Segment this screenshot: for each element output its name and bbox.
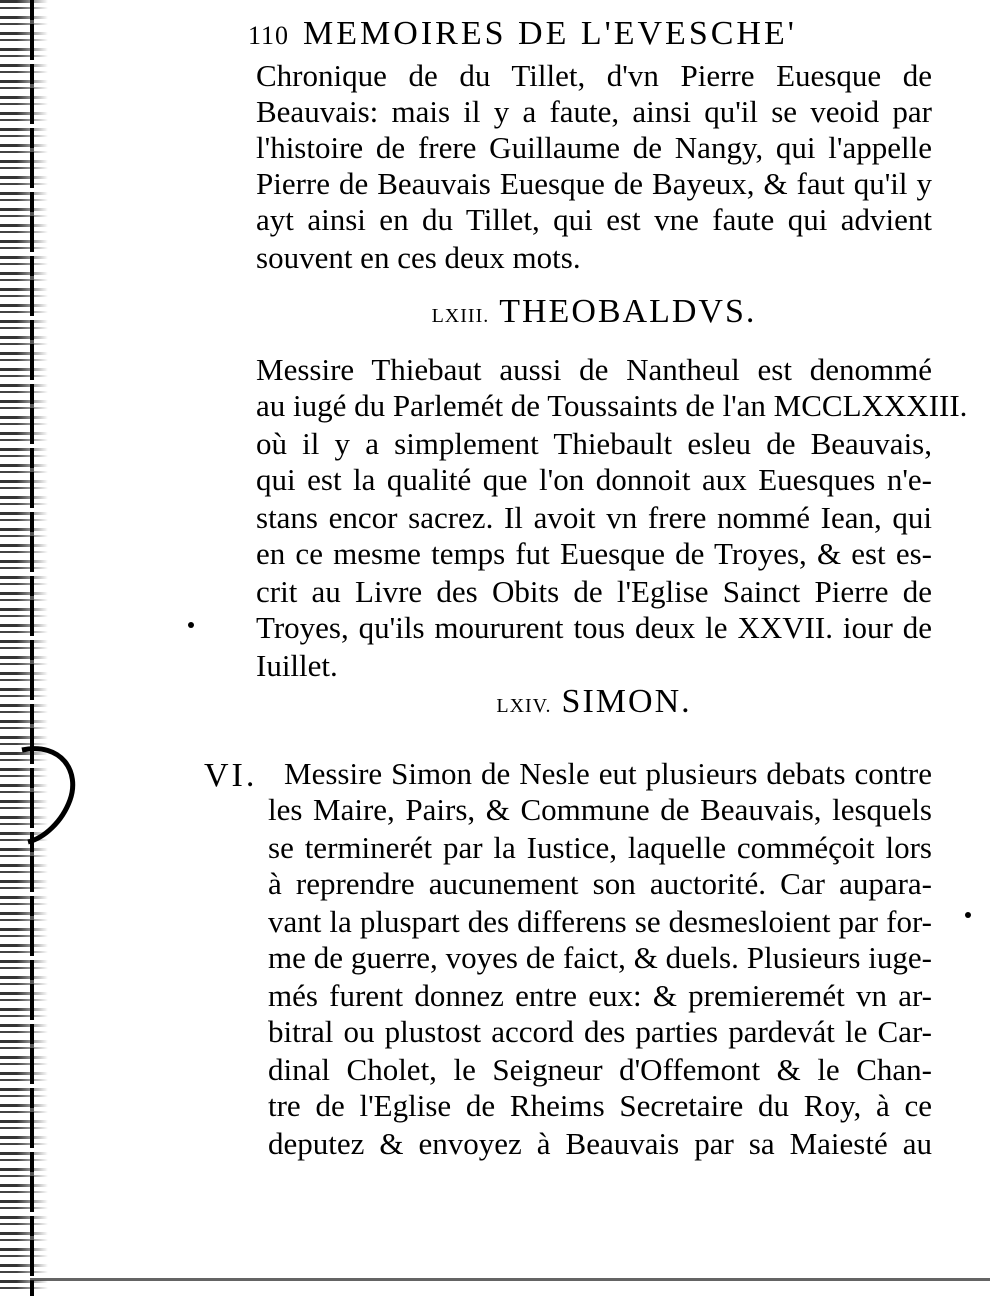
text-line: Beauvais: mais il y a faute, ainsi qu'il se veoid par xyxy=(256,94,932,129)
running-header xyxy=(248,12,940,56)
section-number: LXIII. xyxy=(431,305,490,327)
text-line: crit au Livre des Obits de l'Eglise Sainct Pierre de xyxy=(256,574,932,609)
text-line: Chronique de du Tillet, d'vn Pierre Euesque de xyxy=(256,58,932,93)
text-line: tre de l'Eglise de Rheims Secretaire du Roy, à ce xyxy=(268,1088,932,1123)
text-line: Messire Simon de Nesle eut plusieurs debats contre xyxy=(284,756,932,791)
text-line: au iugé du Parlemét de Toussaints de l'an MCCLXXXIII. xyxy=(256,388,968,423)
page-number: 110 xyxy=(248,21,290,50)
bottom-edge-shadow xyxy=(30,1278,990,1281)
section-name: SIMON. xyxy=(561,683,692,720)
text-line: qui est la qualité que l'on donnoit aux Euesques n'e- xyxy=(256,462,932,497)
text-line: bitral ou plustost accord des parties pardevát le Car- xyxy=(268,1014,932,1049)
text-line: en ce mesme temps fut Euesque de Troyes, & est es- xyxy=(256,536,932,571)
text-line: deputez & envoyez à Beauvais par sa Maiesté au xyxy=(268,1126,932,1161)
text-line: ayt ainsi en du Tillet, qui est vne faute qui advient xyxy=(256,202,932,237)
binding-gutter xyxy=(0,0,48,1296)
running-title: MEMOIRES DE L'EVESCHE' xyxy=(303,15,797,52)
text-line: les Maire, Pairs, & Commune de Beauvais, lesquels xyxy=(268,792,932,827)
section-number: LXIV. xyxy=(496,695,552,717)
text-line: l'histoire de frere Guillaume de Nangy, qui l'appelle xyxy=(256,130,932,165)
section-heading-simon xyxy=(256,682,932,726)
text-line: se terminerét par la Iustice, laquelle comméçoit lors xyxy=(268,830,932,865)
text-line: Troyes, qu'ils moururent tous deux le XXVII. iour de xyxy=(256,610,932,645)
text-line: vant la pluspart des differens se desmesloient par for- xyxy=(268,904,932,939)
margin-note: VI. xyxy=(204,757,258,794)
section-name: THEOBALDVS. xyxy=(499,293,757,330)
ink-speck xyxy=(965,912,971,918)
text-line: stans encor sacrez. Il avoit vn frere nommé Iean, qui xyxy=(256,500,932,535)
text-line: me de guerre, voyes de faict, & duels. Plusieurs iuge- xyxy=(268,940,932,975)
text-line: dinal Cholet, le Seigneur d'Offemont & le Chan- xyxy=(268,1052,932,1087)
page-edge xyxy=(30,0,34,1296)
text-line: Messire Thiebaut aussi de Nantheul est denommé xyxy=(256,352,932,387)
text-line: souvent en ces deux mots. xyxy=(256,240,581,275)
text-line: à reprendre aucunement son auctorité. Car aupara- xyxy=(268,866,932,901)
text-line: où il y a simplement Thiebault esleu de Beauvais, xyxy=(256,426,932,461)
text-line: Pierre de Beauvais Euesque de Bayeux, & faut qu'il y xyxy=(256,166,932,201)
ink-curl-mark xyxy=(14,742,80,848)
text-line: Iuillet. xyxy=(256,648,338,683)
text-line: més furent donnez entre eux: & premieremét vn ar- xyxy=(268,978,932,1013)
ink-speck xyxy=(188,622,194,628)
section-heading-theobaldus xyxy=(256,292,932,336)
